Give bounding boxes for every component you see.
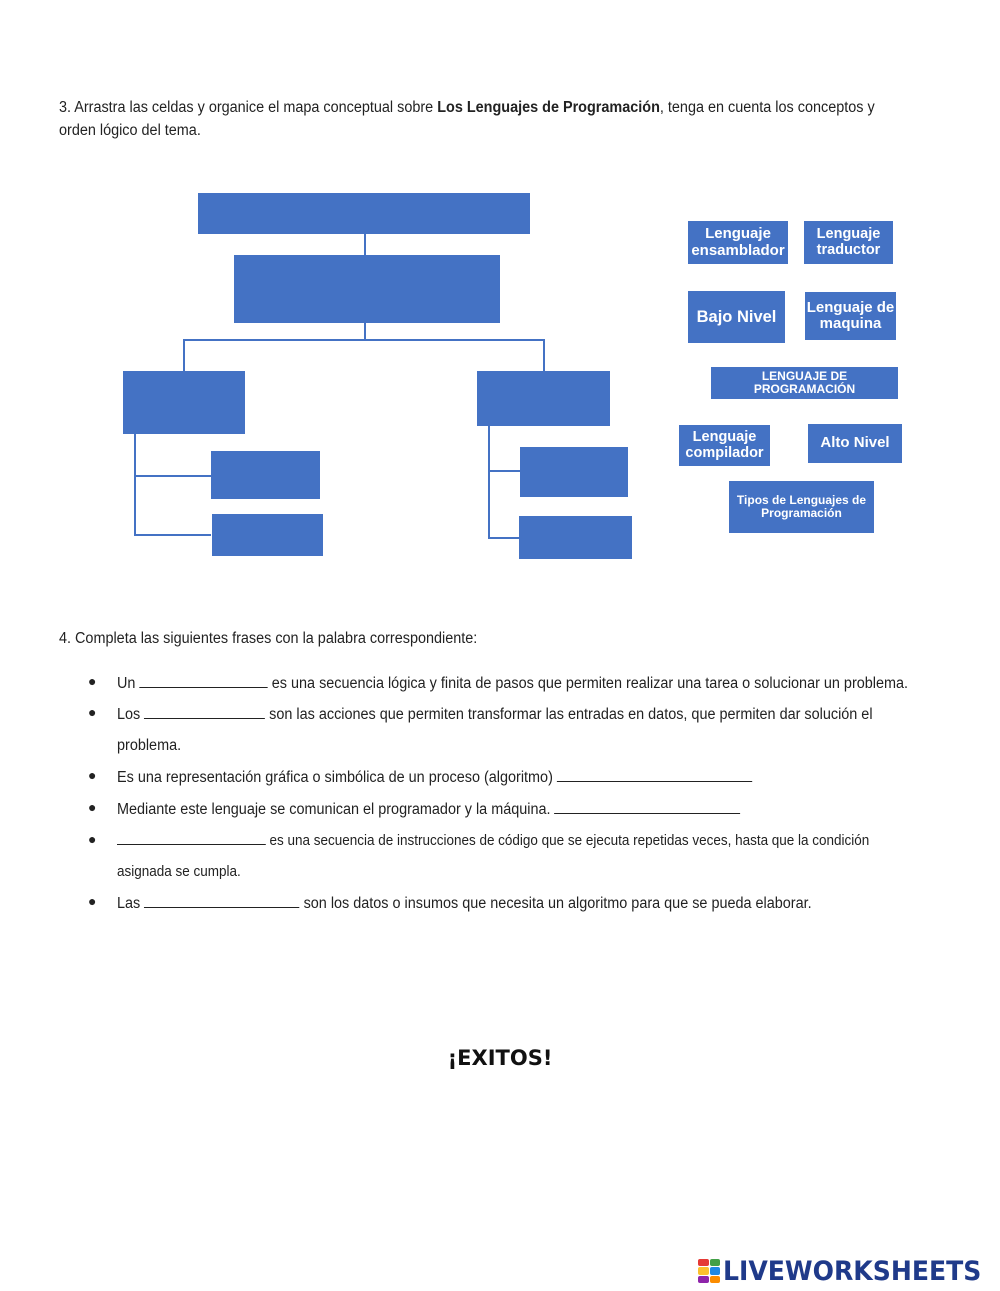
drop-slot-right-child-1[interactable] (520, 447, 628, 497)
drop-slot-left-branch[interactable] (123, 371, 245, 434)
drop-slot-right-branch[interactable] (477, 371, 610, 426)
connector (488, 537, 519, 539)
blank-field[interactable] (144, 703, 265, 719)
drop-slot-root[interactable] (198, 193, 530, 234)
chip-lenguaje-compilador[interactable]: Lenguaje compilador (679, 425, 770, 466)
connector (488, 470, 520, 472)
brand-name: LIVEWORKSHEETS (723, 1255, 982, 1287)
chip-tipos-de-lenguajes[interactable]: Tipos de Lenguajes de Programación (729, 481, 874, 533)
blank-field[interactable] (144, 892, 299, 908)
logo-icon (698, 1259, 720, 1283)
bullet-icon: ● (88, 799, 97, 815)
closing-message: ¡EXITOS! (447, 1046, 553, 1070)
bullet-icon: ● (88, 673, 97, 689)
bullet-icon: ● (88, 893, 97, 909)
drop-slot-level-2[interactable] (234, 255, 500, 323)
chip-lenguaje-ensamblador[interactable]: Lenguaje ensamblador (688, 221, 788, 264)
chip-alto-nivel[interactable]: Alto Nivel (808, 424, 902, 463)
brand-logo (698, 1256, 1000, 1286)
blank-field[interactable] (557, 766, 752, 782)
drop-slot-right-child-2[interactable] (519, 516, 632, 559)
connector (134, 475, 211, 477)
question-3-text: 3. Arrastra las celdas y organice el mapa conceptual sobre Los Lenguajes de Programación, tenga en cuenta los conceptos y orden lógico del tema. (59, 99, 875, 139)
blank-field[interactable] (555, 798, 741, 814)
bullet-icon: ● (88, 831, 97, 847)
connector (543, 339, 545, 371)
connector (183, 339, 185, 371)
chip-lenguaje-de-programacion[interactable]: LENGUAJE DE PROGRAMACIÓN (711, 367, 898, 399)
drop-slot-left-child-1[interactable] (211, 451, 320, 499)
chip-bajo-nivel[interactable]: Bajo Nivel (688, 291, 785, 343)
drop-slot-left-child-2[interactable] (212, 514, 323, 556)
blank-field[interactable] (117, 829, 266, 845)
chip-lenguaje-de-maquina[interactable]: Lenguaje de maquina (805, 292, 896, 340)
connector (183, 339, 545, 341)
connector (134, 434, 136, 536)
connector (488, 426, 490, 539)
connector (134, 534, 211, 536)
question-4-title: 4. Completa las siguientes frases con la palabra correspondiente: (59, 630, 478, 647)
bullet-icon: ● (88, 767, 97, 783)
blank-field[interactable] (139, 672, 267, 688)
connector (364, 234, 366, 255)
chip-lenguaje-traductor[interactable]: Lenguaje traductor (804, 221, 893, 264)
bullet-icon: ● (88, 704, 97, 720)
